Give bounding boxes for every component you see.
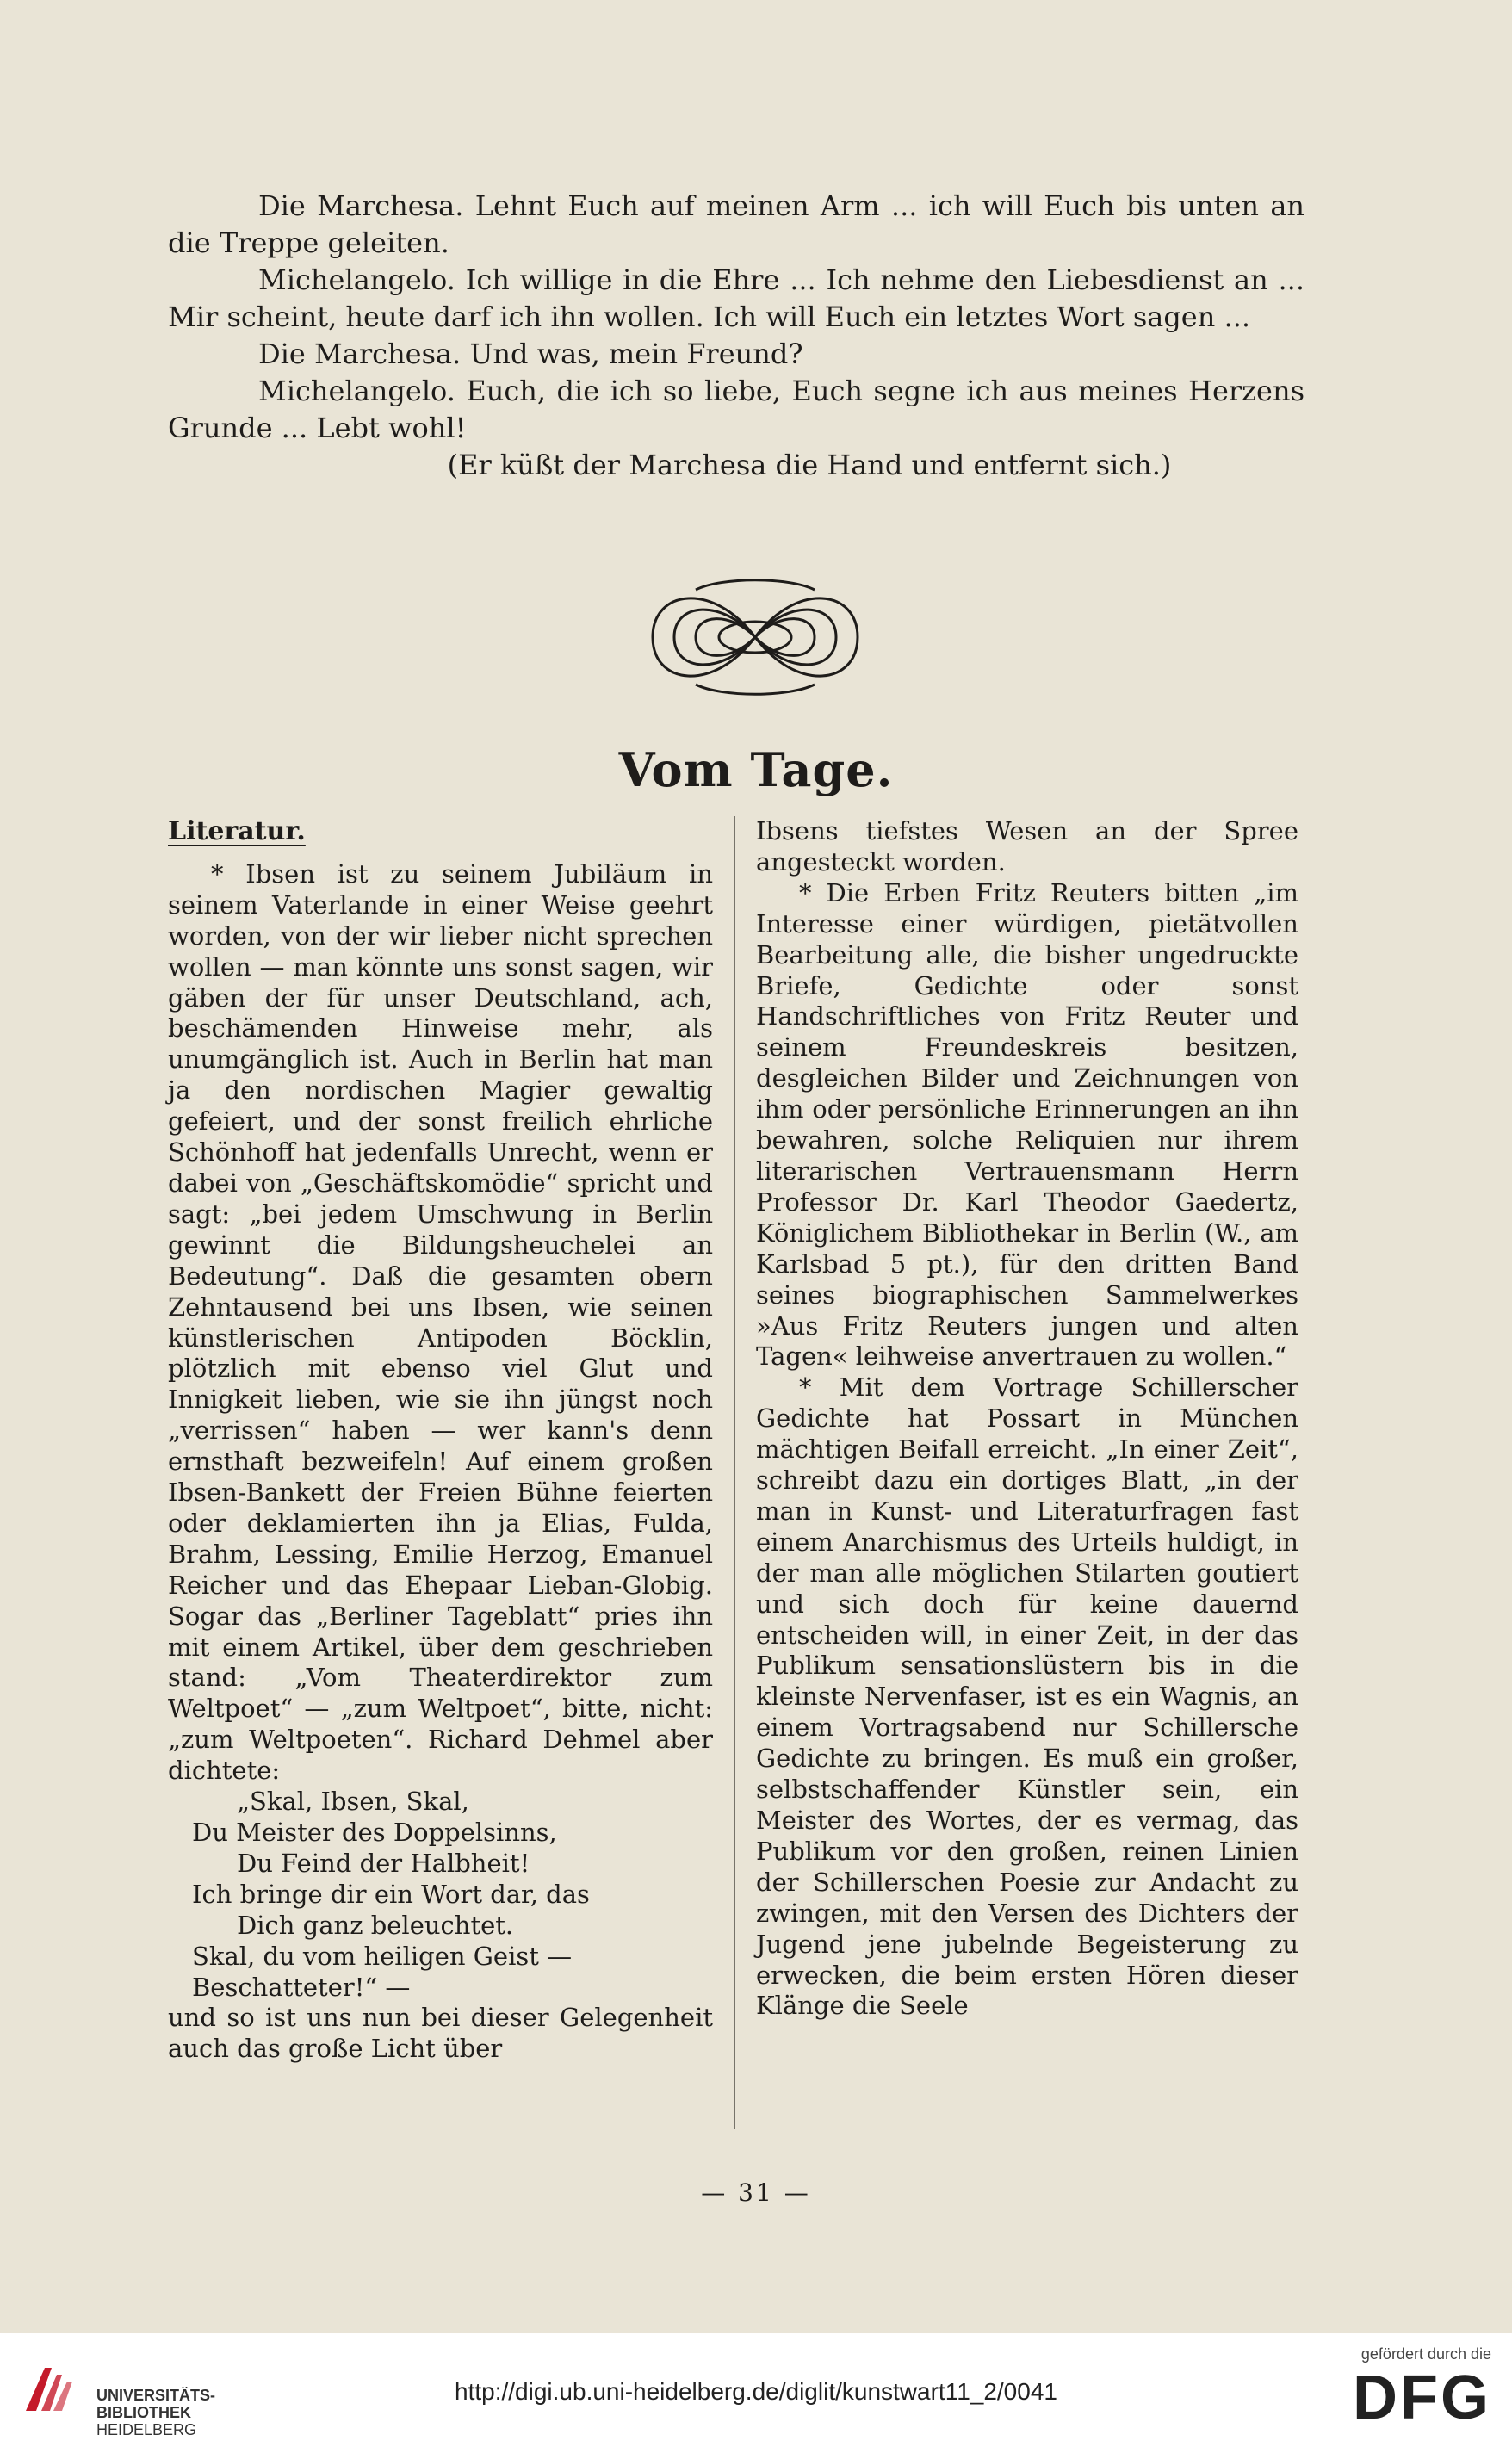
verse-line: Du Feind der Halbheit! — [237, 1848, 530, 1878]
article-paragraph: * Mit dem Vortrage Schillerscher Gedichte hat Possart in München mächtigen Beifall erreicht. „In einer Zeit“, schreibt dazu ein dortiges Blatt, „in der man in Kunst- und Literaturfragen fast einem Anarchismus des Urteils huldigt, in der man alle möglichen Stilarten goutiert und sich doch für keine dauernd entscheiden will, in einer Zeit, in der das Publikum sensationslüstern bis in die kleinste Nervenfaser, ist es ein Wagnis, an einem Vortragsabend nur Schillersche Gedichte zu bringen. Es muß ein großer, selbstschaffender Künstler sein, ein Meister des Wortes, der es vermag, das Publikum vor den großen, reinen Linien der Schillerschen Poesie zur Andacht zu zwingen, mit den Versen des Dichters der Jugend jene jubelnde Begeisterung zu erwecken, die beim ersten Hören dieser Klänge die Seele — [756, 1372, 1298, 2021]
section-title: Literatur. — [168, 816, 306, 846]
library-line: HEIDELBERG — [96, 2421, 197, 2438]
library-line: BIBLIOTHEK — [96, 2404, 191, 2421]
dialogue-line: Die Marchesa. Und was, mein Freund? — [258, 338, 803, 370]
library-line: UNIVERSITÄTS- — [96, 2387, 216, 2404]
article-paragraph: * Die Erben Fritz Reuters bitten „im Interesse einer würdigen, pietätvollen Bearbeitung alle, die bisher ungedruckte Briefe, Gedichte oder sonst Handschriftliches von Fritz Reuter und seinem Freundeskreis besitzen, desgleichen Bilder und Zeichnungen von ihm oder persönliche Erinnerungen an ihn bewahren, solche Reliquien nur ihrem literarischen Vertrauensmann Herrn Professor Dr. Karl Theodor Gaedertz, Königlichem Bibliothekar in Berlin (W., am Karlsbad 5 pt.), für den dritten Band seines biographischen Sammelwerkes »Aus Fritz Reuters jungen und alten Tagen« leihweise anvertrauen zu wollen.“ — [756, 877, 1298, 1372]
article-paragraph: * Ibsen ist zu seinem Jubiläum in seinem Vaterlande in einer Weise geehrt worden, von der wir lieber nicht sprechen wollen — man könnte uns sonst sagen, wir gäben der für unser Deutschland, ach, beschämenden Hinweise mehr, als unumgänglich ist. Auch in Berlin hat man ja den nordischen Magier gewaltig gefeiert, und der sonst freilich ehrliche Schönhoff hat jedenfalls Unrecht, wenn er dabei von „Geschäftskomödie“ spricht und sagt: „bei jedem Umschwung in Berlin gewinnt die Bildungsheuchelei an Bedeutung“. Daß die gesamten obern Zehntausend bei uns Ibsen, wie seinen künstlerischen Antipoden Böcklin, plötzlich mit ebenso viel Glut und Innigkeit lieben, wie sie ihn jüngst noch „verrissen“ haben — wer kann's denn ernsthaft bezweifeln! Auf einem großen Ibsen-Bankett der Freien Bühne feierten oder deklamierten ihn ja Elias, Fulda, Brahm, Lessing, Emilie Herzog, Emanuel Reicher und das Ehepaar Lieban-Globig. Sogar das „Berliner Tageblatt“ pries ihn mit einem Artikel, über dem geschrieben stand: „Vom Theaterdirektor zum Weltpoet“ — „zum Weltpoet“, bitte, nicht: „zum Weltpoeten“. Richard Dehmel aber dichtete: — [168, 858, 713, 1786]
verse-line: Skal, du vom heiligen Geist — Beschatteter!“ — — [192, 1941, 573, 2002]
dfg-funding[interactable] — [1319, 2345, 1491, 2438]
verse-line: Dich ganz beleuchtet. — [237, 1910, 514, 1940]
article-paragraph: Ibsens tiefstes Wesen an der Spree angesteckt worden. — [756, 816, 1298, 877]
column-divider — [734, 816, 735, 2129]
dialogue-line: Michelangelo. Euch, die ich so liebe, Euch segne ich aus meines Herzens Grunde ... Lebt wohl! — [168, 375, 1304, 444]
verse-line: Du Meister des Doppelsinns, — [192, 1818, 557, 1847]
viewer-footer — [0, 2333, 1512, 2447]
stage-direction: (Er küßt der Marchesa die Hand und entfernt sich.) — [447, 449, 1172, 481]
permalink-url[interactable]: http://digi.ub.uni-heidelberg.de/diglit/kunstwart11_2/0041 — [455, 2378, 1057, 2405]
verse-line: Ich bringe dir ein Wort dar, das — [192, 1879, 590, 1909]
ornament-icon — [635, 573, 875, 702]
dfg-logo-icon: DFG — [1353, 2363, 1491, 2432]
dialogue-line: Michelangelo. Ich willige in die Ehre ... Ich nehme den Liebesdienst an ... Mir scheint, heute darf ich ihn wollen. Ich will Euch ein letztes Wort sagen ... — [168, 263, 1304, 333]
funding-label: gefördert durch die — [1360, 2345, 1491, 2363]
page-number: — 31 — — [701, 2178, 811, 2207]
article-paragraph: und so ist uns nun bei dieser Gelegenheit auch das große Licht über — [168, 2003, 713, 2064]
section-heading: Vom Tage. — [618, 742, 894, 797]
verse-line: „Skal, Ibsen, Skal, — [237, 1787, 469, 1817]
dialogue-block — [168, 188, 1304, 484]
right-column — [756, 816, 1298, 2022]
dialogue-line: Die Marchesa. Lehnt Euch auf meinen Arm ... ich will Euch bis unten an die Treppe geleiten. — [168, 189, 1304, 259]
left-column — [168, 816, 713, 2065]
